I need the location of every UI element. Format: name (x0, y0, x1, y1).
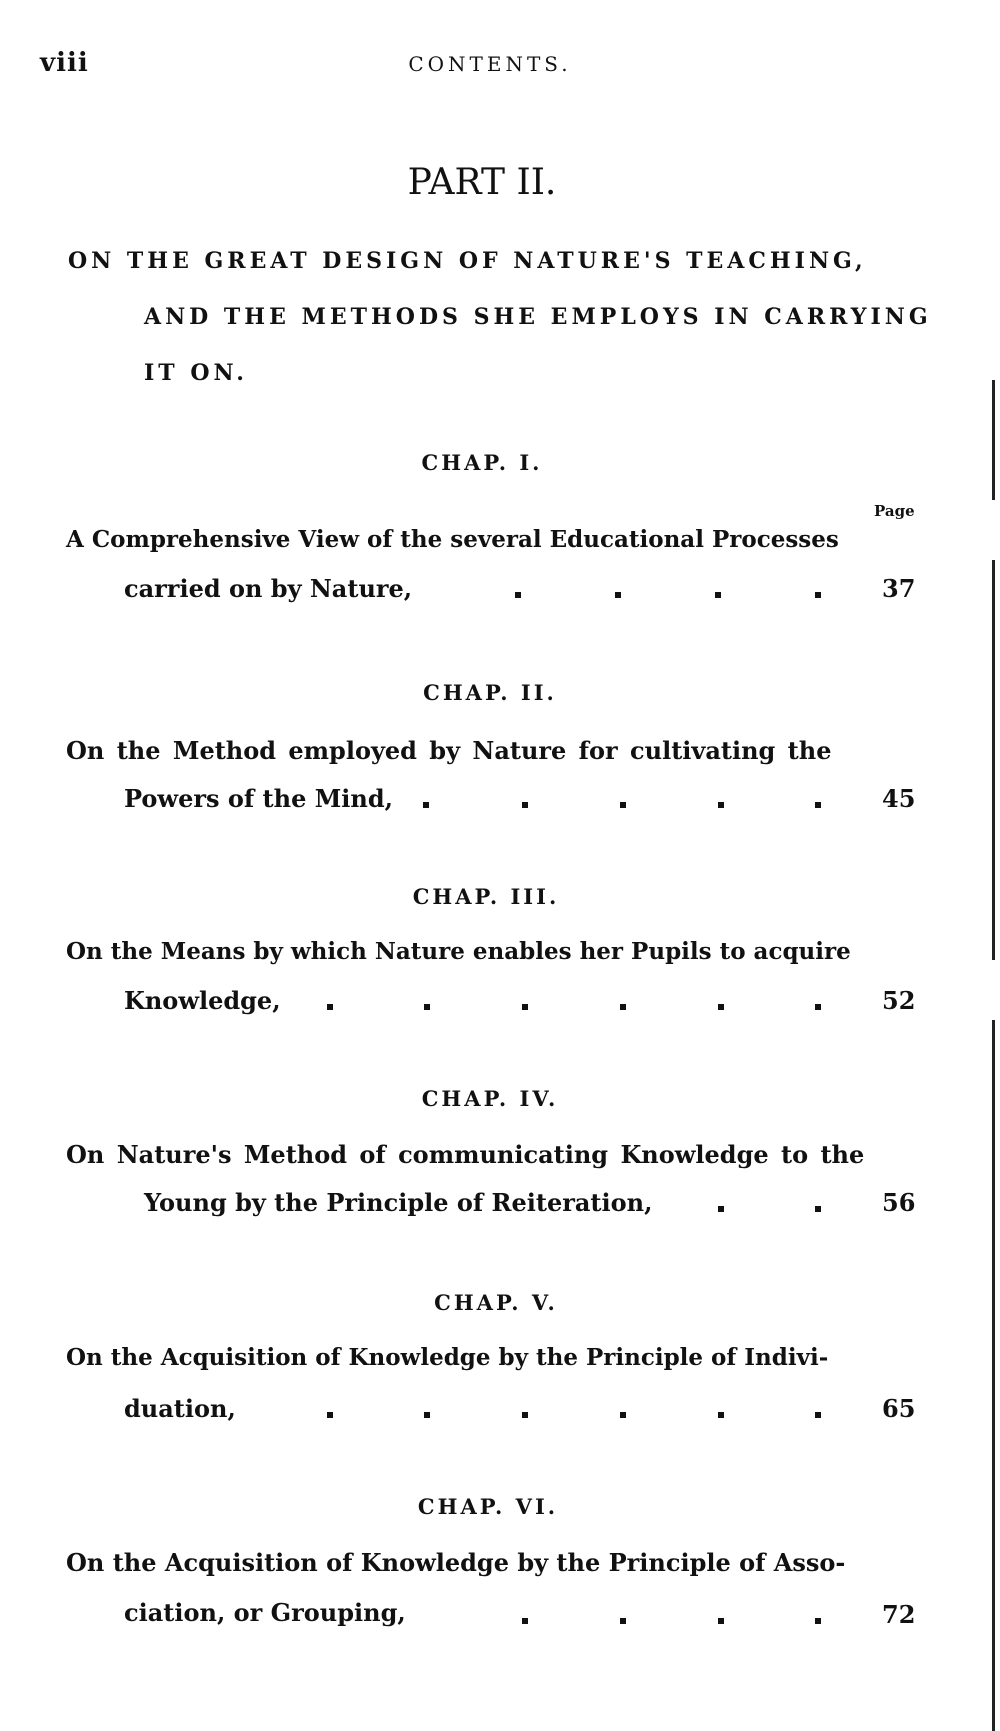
leader-dot (615, 592, 621, 598)
leader-dot (718, 1206, 724, 1212)
leader-dot (620, 1618, 626, 1624)
chapter-title-line: On the Acquisition of Knowledge by the Principle of Indivi- (66, 1344, 829, 1371)
leader-dot (620, 802, 626, 808)
chapter-title-line: Knowledge, (124, 986, 281, 1015)
leader-dot (715, 592, 721, 598)
chapter-page-number: 37 (882, 574, 916, 603)
leader-dot (815, 802, 821, 808)
chapter-heading: CHAP. III. (412, 884, 560, 909)
chapter-title-line: On Nature's Method of communicating Knowledge to the (66, 1140, 865, 1169)
leader-dot (718, 1618, 724, 1624)
chapter-title-line: On the Acquisition of Knowledge by the Principle of Asso- (66, 1548, 846, 1577)
leader-dot (620, 1004, 626, 1010)
chapter-title-line: A Comprehensive View of the several Educational Processes (66, 526, 839, 553)
running-head: CONTENTS. (408, 52, 572, 76)
chapter-page-number: 56 (882, 1188, 916, 1217)
part-heading-line: AND THE METHODS SHE EMPLOYS IN CARRYING (144, 304, 932, 330)
leader-dot (522, 1618, 528, 1624)
chapter-heading: CHAP. I. (421, 450, 543, 475)
leader-dot (522, 802, 528, 808)
leader-dot (620, 1412, 626, 1418)
part-title: PART II. (407, 162, 557, 203)
leader-dot (424, 1004, 430, 1010)
leader-dot (423, 802, 429, 808)
part-heading-line: ON THE GREAT DESIGN OF NATURE'S TEACHING, (68, 248, 867, 274)
chapter-title-line: ciation, or Grouping, (124, 1598, 406, 1627)
scan-edge-line (992, 380, 995, 500)
chapter-title-line: carried on by Nature, (124, 574, 413, 603)
leader-dot (718, 1412, 724, 1418)
leader-dot (815, 592, 821, 598)
leader-dot (515, 592, 521, 598)
leader-dot (327, 1004, 333, 1010)
leader-dot (424, 1412, 430, 1418)
chapter-title-line: On the Method employed by Nature for cultivating the (66, 736, 832, 765)
page-number: viii (40, 48, 89, 78)
leader-dot (522, 1412, 528, 1418)
page-column-label: Page (874, 502, 915, 520)
chapter-page-number: 72 (882, 1600, 916, 1629)
chapter-page-number: 45 (882, 784, 916, 813)
leader-dot (718, 802, 724, 808)
chapter-heading: CHAP. VI. (417, 1494, 559, 1519)
chapter-title-line: Young by the Principle of Reiteration, (144, 1188, 653, 1217)
leader-dot (815, 1412, 821, 1418)
chapter-heading: CHAP. II. (423, 680, 557, 705)
chapter-title-line: On the Means by which Nature enables her Pupils to acquire (66, 938, 851, 965)
leader-dot (815, 1206, 821, 1212)
part-heading-line: IT ON. (144, 360, 248, 386)
chapter-title-line: duation, (124, 1394, 236, 1423)
leader-dot (815, 1618, 821, 1624)
chapter-page-number: 52 (882, 986, 916, 1015)
leader-dot (522, 1004, 528, 1010)
chapter-title-line: Powers of the Mind, (124, 784, 393, 813)
scan-edge-line (992, 560, 995, 960)
chapter-page-number: 65 (882, 1394, 916, 1423)
leader-dot (718, 1004, 724, 1010)
leader-dot (815, 1004, 821, 1010)
chapter-heading: CHAP. V. (434, 1290, 558, 1315)
leader-dot (327, 1412, 333, 1418)
chapter-heading: CHAP. IV. (421, 1086, 559, 1111)
scan-edge-line (992, 1020, 995, 1731)
